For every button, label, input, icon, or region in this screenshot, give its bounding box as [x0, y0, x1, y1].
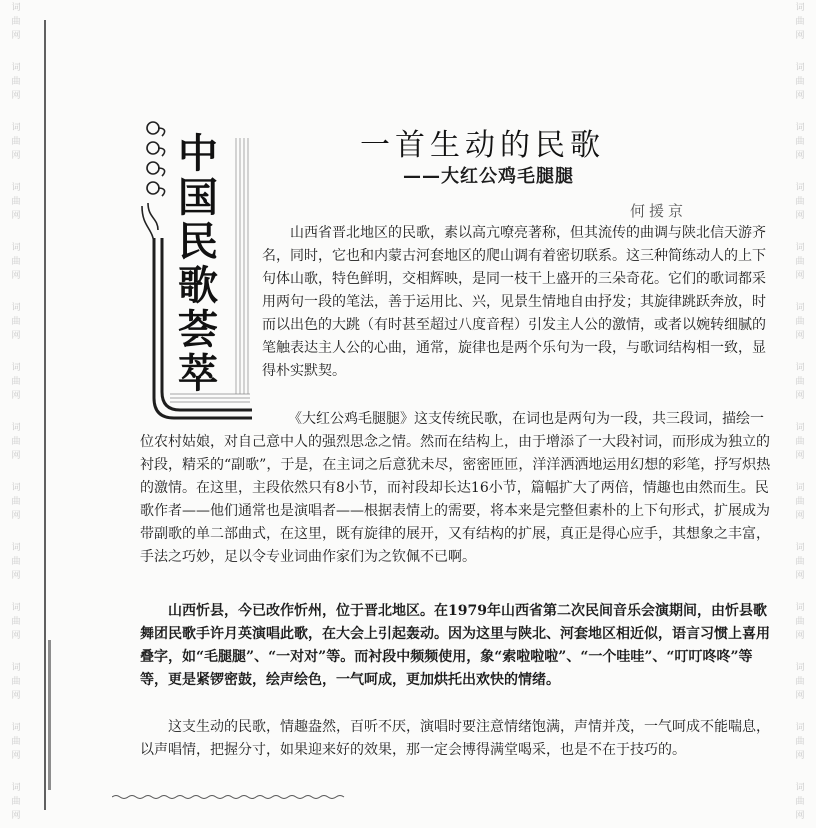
column-logo-char: 民	[178, 219, 218, 265]
watermark-glyph: 词	[11, 423, 21, 433]
watermark-glyph: 词	[11, 603, 21, 613]
watermark-glyph: 网	[795, 631, 805, 641]
watermark-glyph: 网	[795, 811, 805, 821]
watermark-glyph: 网	[11, 511, 21, 521]
watermark-glyph: 曲	[795, 797, 805, 807]
watermark-glyph: 曲	[11, 377, 21, 387]
watermark-glyph: 词	[11, 63, 21, 73]
watermark-column-right	[790, 0, 810, 828]
watermark-glyph: 词	[795, 63, 805, 73]
watermark-glyph: 网	[795, 751, 805, 761]
watermark-glyph: 网	[11, 571, 21, 581]
watermark-glyph: 曲	[795, 197, 805, 207]
column-logo-char: 国	[178, 175, 218, 221]
watermark-glyph: 网	[795, 91, 805, 101]
watermark-glyph: 网	[795, 271, 805, 281]
watermark-glyph: 词	[11, 303, 21, 313]
watermark-glyph: 词	[795, 483, 805, 493]
watermark-glyph: 曲	[11, 737, 21, 747]
body-paragraph: 山西忻县，今已改作忻州，位于晋北地区。在1979年山西省第二次民间音乐会演期间，由忻县歌舞团民歌手许月英演唱此歌，在大会上引起轰动。因为这里与陕北、河套地区相近似，语言习惯上喜用叠字，如“毛腿腿”、“一对对”等。而衬段中频频使用，象“索啦啦啦”、“一个哇哇”、“叮叮咚咚”等等，更是紧锣密鼓，绘声绘色，一气呵成，更加烘托出欢快的情绪。	[140, 603, 770, 688]
watermark-glyph: 网	[11, 151, 21, 161]
watermark-glyph: 词	[795, 423, 805, 433]
column-logo-char: 中	[178, 131, 218, 177]
watermark-glyph: 曲	[11, 437, 21, 447]
watermark-glyph: 词	[11, 723, 21, 733]
watermark-glyph: 网	[11, 271, 21, 281]
watermark-glyph: 曲	[11, 797, 21, 807]
watermark-glyph: 网	[11, 811, 21, 821]
article-title: 一首生动的民歌	[360, 128, 605, 163]
column-logo-char: 荟	[178, 307, 218, 353]
watermark-glyph: 曲	[11, 497, 21, 507]
article-subtitle: ——大红公鸡毛腿腿	[403, 166, 574, 187]
watermark-glyph: 曲	[11, 17, 21, 27]
watermark-glyph: 网	[795, 391, 805, 401]
watermark-glyph: 词	[795, 603, 805, 613]
watermark-glyph: 曲	[795, 77, 805, 87]
watermark-glyph: 网	[795, 331, 805, 341]
watermark-glyph: 网	[795, 511, 805, 521]
watermark-glyph: 网	[11, 751, 21, 761]
watermark-glyph: 曲	[795, 17, 805, 27]
watermark-glyph: 词	[795, 3, 805, 13]
watermark-glyph: 网	[11, 391, 21, 401]
end-of-page-wavy-rule	[112, 794, 350, 800]
watermark-glyph: 曲	[11, 257, 21, 267]
watermark-glyph: 词	[795, 543, 805, 553]
watermark-glyph: 曲	[795, 497, 805, 507]
watermark-glyph: 网	[795, 451, 805, 461]
watermark-glyph: 词	[795, 303, 805, 313]
watermark-glyph: 词	[795, 723, 805, 733]
watermark-glyph: 词	[795, 783, 805, 793]
watermark-glyph: 词	[11, 363, 21, 373]
watermark-glyph: 曲	[795, 377, 805, 387]
watermark-glyph: 词	[11, 183, 21, 193]
watermark-glyph: 词	[11, 783, 21, 793]
watermark-glyph: 网	[795, 211, 805, 221]
watermark-glyph: 网	[11, 31, 21, 41]
watermark-glyph: 词	[11, 543, 21, 553]
watermark-glyph: 词	[795, 123, 805, 133]
watermark-glyph: 曲	[11, 197, 21, 207]
watermark-glyph: 词	[11, 3, 21, 13]
watermark-glyph: 词	[795, 183, 805, 193]
watermark-glyph: 网	[795, 571, 805, 581]
watermark-glyph: 词	[795, 243, 805, 253]
watermark-glyph: 曲	[11, 317, 21, 327]
watermark-glyph: 词	[11, 123, 21, 133]
watermark-glyph: 网	[11, 331, 21, 341]
watermark-glyph: 曲	[795, 317, 805, 327]
watermark-glyph: 词	[795, 663, 805, 673]
watermark-glyph: 网	[11, 691, 21, 701]
watermark-glyph: 曲	[795, 137, 805, 147]
watermark-glyph: 曲	[795, 617, 805, 627]
article-author: 何援京	[630, 202, 688, 220]
watermark-glyph: 词	[11, 243, 21, 253]
watermark-column-left	[6, 0, 26, 828]
watermark-glyph: 网	[795, 31, 805, 41]
watermark-glyph: 网	[11, 91, 21, 101]
watermark-glyph: 网	[795, 691, 805, 701]
watermark-glyph: 词	[11, 483, 21, 493]
watermark-glyph: 词	[795, 363, 805, 373]
watermark-glyph: 网	[795, 151, 805, 161]
watermark-glyph: 曲	[795, 257, 805, 267]
watermark-glyph: 网	[11, 631, 21, 641]
body-paragraph: 《大红公鸡毛腿腿》这支传统民歌，在词也是两句为一段，共三段词，描绘一位农村姑娘，对自己意中人的强烈思念之情。然而在结构上，由于增添了一大段衬词，而形成为独立的衬段，精采的“副歌”，于是，在主词之后意犹未尽，密密匝匝，洋洋洒洒地运用幻想的彩笔，抒写炽热的激情。在这里，主段依然只有8小节，而衬段却长达16小节，篇幅扩大了两倍，情趣也由然而生。民歌作者——他们通常也是演唱者——根据表情上的需要，将本来是完整但素朴的上下句形式，扩展成为带副歌的单二部曲式，在这里，既有旋律的展开，又有结构的扩展，真正是得心应手，其想象之丰富，手法之巧妙，足以令专业词曲作家们为之钦佩不已啊。	[140, 411, 771, 565]
column-logo-char: 歌	[178, 263, 218, 309]
column-logo	[140, 118, 258, 426]
watermark-glyph: 曲	[11, 677, 21, 687]
watermark-glyph: 曲	[795, 737, 805, 747]
scan-binding-line	[44, 20, 46, 810]
watermark-glyph: 曲	[11, 77, 21, 87]
watermark-glyph: 词	[11, 663, 21, 673]
body-paragraph: 这支生动的民歌，情趣盎然，百听不厌，演唱时要注意情绪饱满，声情并茂，一气呵成不能喘息，以声唱情，把握分寸，如果迎来好的效果，那一定会博得满堂喝采，也是不在于技巧的。	[140, 719, 770, 758]
watermark-glyph: 曲	[11, 557, 21, 567]
watermark-glyph: 网	[11, 451, 21, 461]
watermark-glyph: 网	[11, 211, 21, 221]
column-logo-char: 萃	[178, 351, 218, 397]
watermark-glyph: 曲	[795, 677, 805, 687]
watermark-glyph: 曲	[795, 557, 805, 567]
watermark-glyph: 曲	[11, 617, 21, 627]
scan-binding-shadow	[48, 640, 51, 790]
watermark-glyph: 曲	[795, 437, 805, 447]
body-paragraph: 山西省晋北地区的民歌，素以高亢嘹亮著称，但其流传的曲调与陕北信天游齐名，同时，它也和内蒙古河套地区的爬山调有着密切联系。这三种简练动人的上下句体山歌，特色鲜明，交相辉映，是同一枝干上盛开的三朵奇花。它们的歌词都采用两句一段的笔法，善于运用比、兴，见景生情地自由抒发；其旋律跳跃奔放，时而以出色的大跳（有时甚至超过八度音程）引发主人公的激情，或者以婉转细腻的笔触表达主人公的心曲，通常，旋律也是两个乐句为一段，与歌词结构相一致，显得朴实默契。	[262, 225, 766, 379]
watermark-glyph: 曲	[11, 137, 21, 147]
